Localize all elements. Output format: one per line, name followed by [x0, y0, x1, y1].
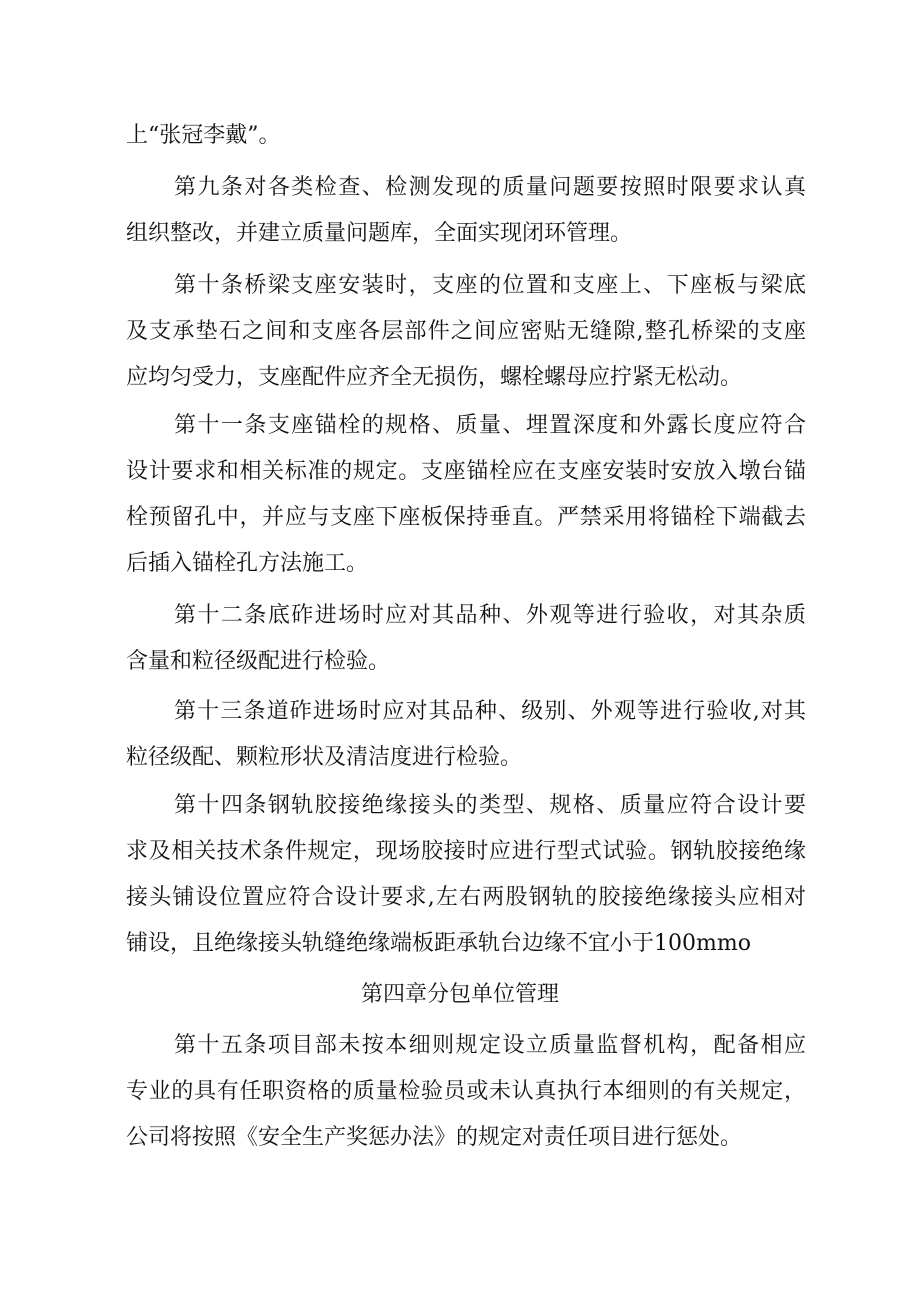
article-11-line-3: 栓预留孔中，并应与支座下座板保持垂直。严禁采用将锚栓下端截去: [126, 505, 806, 530]
article-13-line-2: 粒径级配、颗粒形状及清洁度进行检验。: [126, 745, 523, 770]
article-14-line-2: 求及相关技术条件规定，现场胶接时应进行型式试验。钢轨胶接绝缘: [126, 839, 806, 864]
article-14-line-1: 第十四条钢轨胶接绝缘接头的类型、规格、质量应符合设计要: [174, 793, 806, 818]
article-10-line-3: 应均匀受力，支座配件应齐全无损伤，螺栓螺母应拧紧无松动。: [126, 365, 743, 390]
article-15-line-1: 第十五条项目部未按本细则规定设立质量监督机构，配备相应: [174, 1033, 806, 1058]
article-9-line-2: 组织整改，并建立质量问题库，全面实现闭环管理。: [126, 221, 633, 246]
article-10-line-1: 第十条桥梁支座安装时，支座的位置和支座上、下座板与梁底: [174, 273, 806, 298]
article-11-line-2: 设计要求和相关标准的规定。支座锚栓应在支座安装时安放入墩台锚: [126, 459, 806, 484]
article-14-line-3: 接头铺设位置应符合设计要求,左右两股钢轨的胶接绝缘接头应相对: [126, 885, 806, 910]
article-10-line-2: 及支承垫石之间和支座各层部件之间应密贴无缝隙,整孔桥梁的支座: [126, 319, 806, 344]
article-9-line-1: 第九条对各类检查、检测发现的质量问题要按照时限要求认真: [174, 175, 806, 200]
article-13-line-1: 第十三条道砟进场时应对其品种、级别、外观等进行验收,对其: [174, 699, 806, 724]
paragraph-continuation: 上“张冠李戴”。: [126, 123, 281, 148]
article-12-line-1: 第十二条底砟进场时应对其品种、外观等进行验收，对其杂质: [174, 603, 806, 628]
article-11-line-1: 第十一条支座锚栓的规格、质量、埋置深度和外露长度应符合: [174, 413, 806, 438]
article-11-line-4: 后插入锚栓孔方法施工。: [126, 551, 369, 576]
article-15-line-3: 公司将按照《安全生产奖惩办法》的规定对责任项目进行惩处。: [126, 1125, 743, 1150]
article-12-line-2: 含量和粒径级配进行检验。: [126, 649, 391, 674]
article-14-line-4: 铺设，且绝缘接头轨缝绝缘端板距承轨台边缘不宜小于100mmo: [126, 931, 751, 956]
article-15-line-2: 专业的具有任职资格的质量检验员或未认真执行本细则的有关规定，: [126, 1079, 806, 1104]
chapter-heading: 第四章分包单位管理: [360, 982, 559, 1007]
